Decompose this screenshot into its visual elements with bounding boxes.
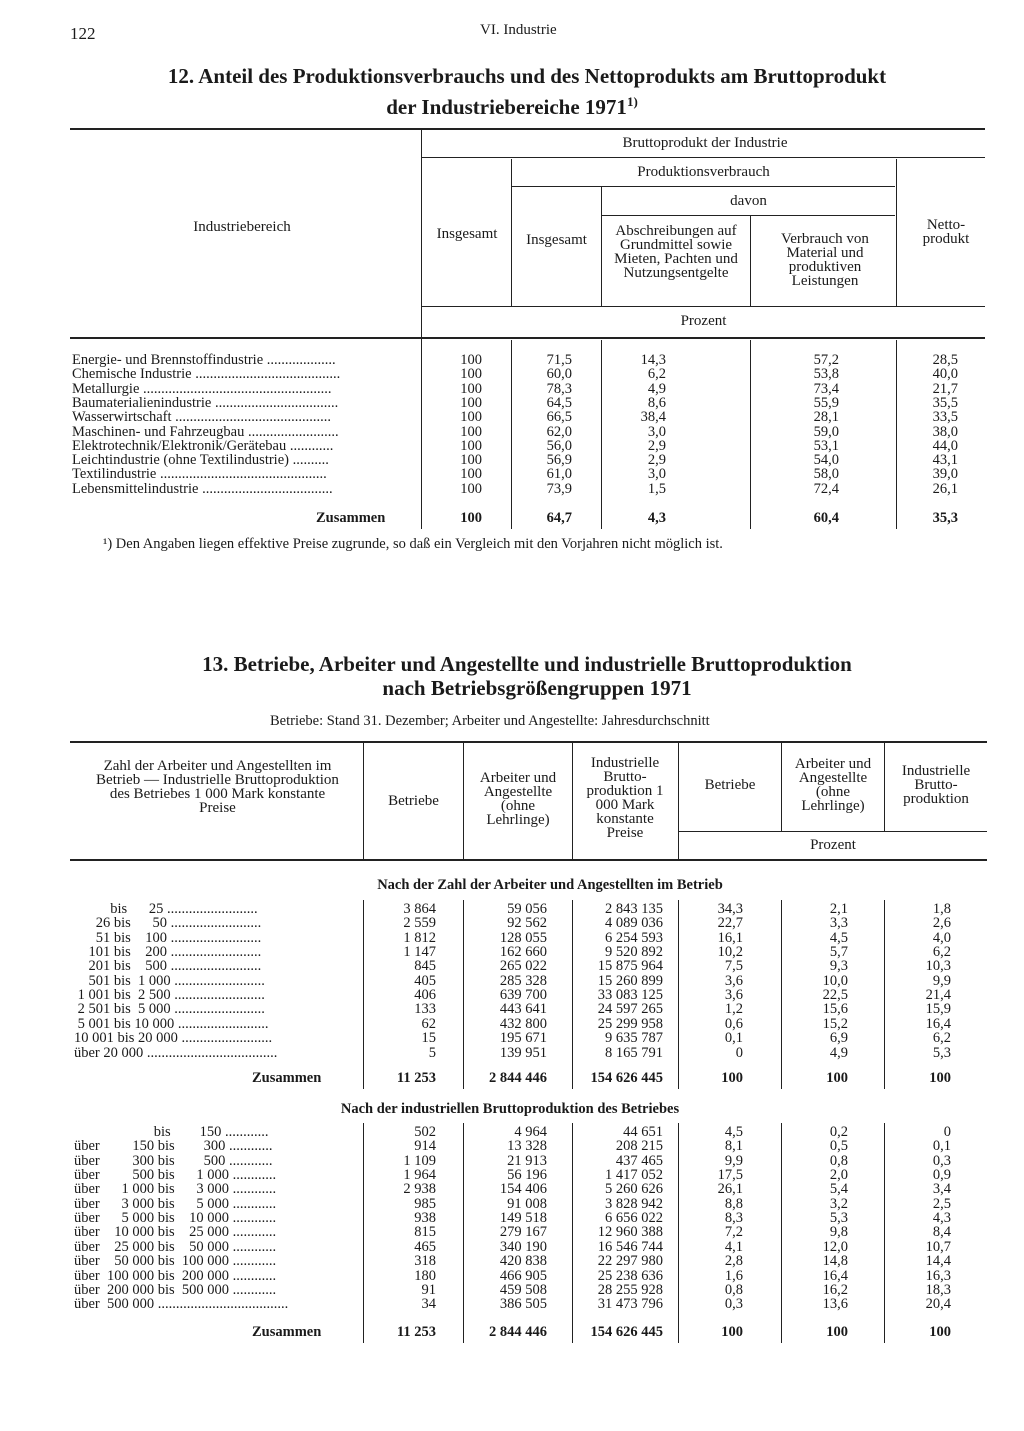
- row-label: 101 bis 200 .........................: [74, 945, 262, 960]
- cell-arbeiter-pct: 0,8: [829, 1152, 848, 1169]
- cell-insgesamt: 100: [460, 466, 482, 483]
- cell-arbeiter: 443 641: [499, 1001, 547, 1018]
- cell-arbeiter-pct: 16,2: [822, 1281, 848, 1298]
- column-rule: [678, 900, 679, 1089]
- cell-brutto-pct: 9,9: [932, 972, 951, 989]
- cell-arbeiter: 265 022: [499, 958, 547, 975]
- cell-betriebe: 318: [414, 1253, 436, 1270]
- cell-nettoprodukt: 40,0: [932, 366, 958, 383]
- cell-brutto-pct: 0,3: [932, 1152, 951, 1169]
- cell-arbeiter: 279 167: [499, 1224, 547, 1241]
- col-header-abschreibungen: Abschreibungen auf Grundmittel sowie Mieten, Pachten und Nutzungsentgelte: [614, 223, 738, 281]
- column-rule: [363, 900, 364, 1089]
- cell-betriebe: 62: [421, 1015, 436, 1032]
- cell-betriebe: 180: [414, 1267, 436, 1284]
- cell-bruttoproduktion: 24 597 265: [597, 1001, 663, 1018]
- col-header-verbrauch: Verbrauch von Material und produktiven Leistungen: [781, 231, 869, 289]
- row-label: Textilindustrie ..............................................: [72, 467, 327, 482]
- cell-bruttoproduktion: 15 875 964: [597, 958, 663, 975]
- cell-nettoprodukt: 39,0: [932, 466, 958, 483]
- cell-arbeiter: 195 671: [499, 1030, 547, 1047]
- cell-arbeiter: 149 518: [499, 1210, 547, 1227]
- cell-betriebe: 1 964: [403, 1167, 436, 1184]
- cell-betriebe: 815: [414, 1224, 436, 1241]
- total-arbeiter-pct: 100: [826, 1070, 848, 1086]
- row-label: 51 bis 100 .........................: [74, 930, 262, 945]
- cell-brutto-pct: 1,8: [932, 901, 951, 917]
- cell-arbeiter: 386 505: [499, 1296, 547, 1313]
- cell-betriebe-pct: 16,1: [717, 929, 743, 946]
- row-label: über 25 000 bis 50 000 ............: [74, 1239, 277, 1255]
- cell-arbeiter: 420 838: [499, 1253, 547, 1270]
- row-label: Metallurgie ....................................................: [72, 381, 332, 396]
- cell-verbrauch: 54,0: [813, 452, 839, 469]
- cell-brutto-pct: 2,5: [932, 1195, 951, 1212]
- cell-bruttoproduktion: 25 299 958: [597, 1015, 663, 1032]
- col-header-produktionsverbrauch: Produktionsverbrauch: [637, 164, 770, 180]
- row-label: über 3 000 bis 5 000 ............: [74, 1196, 277, 1212]
- total-arbeiter: 2 844 446: [489, 1324, 547, 1340]
- col-header-insgesamt-pv: Insgesamt: [526, 232, 587, 248]
- total-abschreibungen: 4,3: [647, 510, 666, 526]
- table12-title-line2: [300, 90, 724, 119]
- total-brutto-pct: 100: [929, 1070, 951, 1086]
- cell-betriebe: 985: [414, 1195, 436, 1212]
- cell-betriebe-pct: 0,1: [724, 1030, 743, 1047]
- cell-betriebe-pct: 10,2: [717, 944, 743, 961]
- total-betriebe: 11 253: [396, 1070, 436, 1086]
- cell-abschreibungen: 14,3: [640, 352, 666, 368]
- col-header-davon: davon: [730, 193, 767, 209]
- cell-betriebe: 465: [414, 1238, 436, 1255]
- cell-betriebe: 15: [421, 1030, 436, 1047]
- cell-brutto-pct: 18,3: [925, 1281, 951, 1298]
- table13-title-line1: 13. Betriebe, Arbeiter und Angestellte und industrielle Bruttoproduktion: [202, 652, 852, 676]
- cell-arbeiter-pct: 4,9: [829, 1044, 848, 1061]
- cell-abschreibungen: 2,9: [647, 452, 666, 469]
- total-arbeiter: 2 844 446: [489, 1070, 547, 1086]
- cell-verbrauch: 53,8: [813, 366, 839, 383]
- cell-bruttoproduktion: 44 651: [623, 1124, 663, 1140]
- cell-insgesamt: 100: [460, 423, 482, 440]
- cell-arbeiter: 92 562: [507, 915, 547, 932]
- cell-arbeiter: 639 700: [499, 987, 547, 1004]
- row-label: über 5 000 bis 10 000 ............: [74, 1211, 277, 1226]
- cell-brutto-pct: 0,1: [932, 1138, 951, 1155]
- col-header-arbeiter: Arbeiter und Angestellte (ohne Lehrlinge): [479, 770, 557, 828]
- cell-nettoprodukt: 38,0: [932, 423, 958, 440]
- cell-betriebe-pct: 4,1: [724, 1238, 743, 1255]
- total-betriebe: 11 253: [396, 1324, 436, 1340]
- cell-abschreibungen: 2,9: [647, 437, 666, 454]
- cell-pv-insgesamt: 56,9: [546, 452, 572, 469]
- cell-brutto-pct: 4,0: [932, 929, 951, 946]
- total-betriebe-pct: 100: [721, 1070, 743, 1086]
- cell-bruttoproduktion: 208 215: [615, 1138, 663, 1155]
- cell-arbeiter-pct: 3,3: [829, 915, 848, 932]
- cell-arbeiter-pct: 15,2: [822, 1015, 848, 1032]
- cell-bruttoproduktion: 33 083 125: [597, 987, 663, 1004]
- cell-arbeiter: 4 964: [514, 1124, 547, 1140]
- cell-betriebe-pct: 8,3: [724, 1210, 743, 1227]
- cell-brutto-pct: 5,3: [932, 1044, 951, 1061]
- column-rule: [463, 900, 464, 1089]
- column-rule: [781, 900, 782, 1089]
- row-label: 10 001 bis 20 000 .........................: [74, 1031, 273, 1046]
- cell-brutto-pct: 6,2: [932, 1030, 951, 1047]
- cell-betriebe-pct: 3,6: [724, 972, 743, 989]
- cell-abschreibungen: 6,2: [647, 366, 666, 383]
- cell-pv-insgesamt: 61,0: [546, 466, 572, 483]
- cell-verbrauch: 28,1: [813, 409, 839, 426]
- row-label: Chemische Industrie ........................................: [72, 367, 341, 382]
- cell-arbeiter-pct: 15,6: [822, 1001, 848, 1018]
- row-label: über 50 000 bis 100 000 ............: [74, 1254, 277, 1269]
- cell-arbeiter: 466 905: [499, 1267, 547, 1284]
- cell-arbeiter-pct: 10,0: [822, 972, 848, 989]
- cell-brutto-pct: 3,4: [932, 1181, 951, 1198]
- row-label: Maschinen- und Fahrzeugbau .........................: [72, 424, 339, 439]
- cell-brutto-pct: 0,9: [932, 1167, 951, 1184]
- row-label: Elektrotechnik/Elektronik/Gerätebau ............: [72, 438, 334, 454]
- cell-verbrauch: 59,0: [813, 423, 839, 440]
- col-header-prozent: Prozent: [680, 313, 727, 329]
- cell-bruttoproduktion: 16 546 744: [597, 1238, 663, 1255]
- cell-bruttoproduktion: 9 520 892: [605, 944, 663, 961]
- cell-abschreibungen: 8,6: [647, 394, 666, 411]
- cell-arbeiter: 340 190: [499, 1238, 547, 1255]
- cell-arbeiter: 432 800: [499, 1015, 547, 1032]
- row-label: 501 bis 1 000 .........................: [74, 973, 265, 989]
- row-label: über 500 bis 1 000 ............: [74, 1168, 277, 1183]
- cell-betriebe: 406: [414, 987, 436, 1004]
- total-bruttoproduktion: 154 626 445: [590, 1324, 663, 1340]
- cell-brutto-pct: 20,4: [925, 1296, 951, 1313]
- row-label: über 200 000 bis 500 000 ............: [74, 1282, 277, 1298]
- cell-brutto-pct: 15,9: [925, 1001, 951, 1018]
- cell-brutto-pct: 6,2: [932, 944, 951, 961]
- cell-brutto-pct: 8,4: [932, 1224, 951, 1241]
- total-label: Zusammen: [252, 1325, 322, 1340]
- cell-verbrauch: 58,0: [813, 466, 839, 483]
- cell-betriebe-pct: 34,3: [717, 901, 743, 917]
- cell-betriebe: 5: [428, 1044, 436, 1061]
- row-label: über 20 000 ....................................: [74, 1045, 278, 1060]
- col-header-prozent-13: Prozent: [810, 837, 856, 853]
- row-label: 201 bis 500 .........................: [74, 959, 262, 974]
- table13-section1-heading: Nach der Zahl der Arbeiter und Angestellten im Betrieb: [377, 877, 723, 893]
- cell-pv-insgesamt: 66,5: [546, 409, 572, 426]
- column-rule: [678, 1123, 679, 1343]
- cell-betriebe-pct: 0,3: [724, 1296, 743, 1313]
- cell-insgesamt: 100: [460, 366, 482, 383]
- cell-betriebe: 502: [414, 1124, 436, 1140]
- cell-bruttoproduktion: 6 656 022: [605, 1210, 663, 1227]
- col-header-bruttoproduktion: Industrielle Brutto-produktion 1 000 Mark konstante Preise: [586, 755, 664, 841]
- running-head: VI. Industrie: [480, 22, 557, 38]
- cell-betriebe-pct: 7,5: [724, 958, 743, 975]
- cell-nettoprodukt: 44,0: [932, 437, 958, 454]
- cell-arbeiter: 162 660: [499, 944, 547, 961]
- cell-insgesamt: 100: [460, 394, 482, 411]
- row-label: Lebensmittelindustrie ....................................: [72, 481, 333, 496]
- cell-abschreibungen: 1,5: [647, 480, 666, 497]
- cell-betriebe-pct: 3,6: [724, 987, 743, 1004]
- cell-brutto-pct: 16,3: [925, 1267, 951, 1284]
- total-pv-insgesamt: 64,7: [546, 510, 572, 526]
- col-header-arbeiter-prozent: Arbeiter und Angestellte (ohne Lehrlinge): [794, 756, 872, 814]
- cell-arbeiter-pct: 14,8: [822, 1253, 848, 1270]
- cell-arbeiter: 128 055: [499, 929, 547, 946]
- cell-brutto-pct: 14,4: [925, 1253, 951, 1270]
- cell-abschreibungen: 38,4: [640, 409, 666, 426]
- cell-betriebe-pct: 26,1: [717, 1181, 743, 1198]
- cell-betriebe: 938: [414, 1210, 436, 1227]
- cell-pv-insgesamt: 64,5: [546, 394, 572, 411]
- row-label: über 100 000 bis 200 000 ............: [74, 1268, 277, 1283]
- row-label: bis 150 ............: [74, 1125, 269, 1140]
- cell-arbeiter: 59 056: [507, 901, 547, 917]
- row-label: 2 501 bis 5 000 .........................: [74, 1002, 265, 1017]
- cell-betriebe-pct: 0,8: [724, 1281, 743, 1298]
- cell-betriebe-pct: 17,5: [717, 1167, 743, 1184]
- cell-betriebe-pct: 0: [735, 1044, 743, 1061]
- total-arbeiter-pct: 100: [826, 1324, 848, 1340]
- column-rule: [572, 1123, 573, 1343]
- cell-brutto-pct: 16,4: [925, 1015, 951, 1032]
- row-label: 26 bis 50 .........................: [74, 916, 262, 931]
- cell-betriebe-pct: 0,6: [724, 1015, 743, 1032]
- cell-abschreibungen: 3,0: [647, 466, 666, 483]
- column-rule: [781, 1123, 782, 1343]
- total-nettoprodukt: 35,3: [932, 510, 958, 526]
- cell-betriebe: 1 147: [403, 944, 436, 961]
- row-label: über 500 000 ....................................: [74, 1297, 289, 1312]
- column-rule: [572, 900, 573, 1089]
- cell-betriebe-pct: 2,8: [724, 1253, 743, 1270]
- cell-arbeiter-pct: 0,5: [829, 1138, 848, 1155]
- cell-brutto-pct: 10,7: [925, 1238, 951, 1255]
- total-betriebe-pct: 100: [721, 1324, 743, 1340]
- cell-verbrauch: 72,4: [813, 480, 839, 497]
- cell-insgesamt: 100: [460, 352, 482, 368]
- cell-arbeiter-pct: 13,6: [822, 1296, 848, 1313]
- col-header-nettoprodukt: Netto-produkt: [922, 217, 970, 247]
- cell-betriebe: 91: [421, 1281, 436, 1298]
- cell-arbeiter: 91 008: [507, 1195, 547, 1212]
- cell-arbeiter-pct: 2,1: [829, 901, 848, 917]
- row-label: über 150 bis 300 ............: [74, 1139, 273, 1154]
- table12-footnote: ¹) Den Angaben liegen effektive Preise zugrunde, so daß ein Vergleich mit den Vorjahren nicht möglich ist.: [103, 536, 723, 552]
- row-label: Baumaterialienindustrie ..................................: [72, 395, 339, 411]
- cell-bruttoproduktion: 5 260 626: [605, 1181, 663, 1198]
- cell-betriebe: 2 938: [403, 1181, 436, 1198]
- column-rule: [884, 1123, 885, 1343]
- cell-brutto-pct: 0: [943, 1124, 951, 1140]
- cell-brutto-pct: 2,6: [932, 915, 951, 932]
- cell-arbeiter-pct: 3,2: [829, 1195, 848, 1212]
- cell-bruttoproduktion: 4 089 036: [605, 915, 663, 932]
- cell-abschreibungen: 3,0: [647, 423, 666, 440]
- cell-nettoprodukt: 26,1: [932, 480, 958, 497]
- cell-betriebe: 133: [414, 1001, 436, 1018]
- cell-bruttoproduktion: 8 165 791: [605, 1044, 663, 1061]
- cell-pv-insgesamt: 71,5: [546, 352, 572, 368]
- total-label: Zusammen: [316, 511, 386, 526]
- col-header-stub: Zahl der Arbeiter und Angestellten im Betrieb — Industrielle Bruttoproduktion des Betriebes 1 000 Mark konstante Preise: [96, 758, 339, 816]
- total-brutto-pct: 100: [929, 1324, 951, 1340]
- cell-betriebe-pct: 7,2: [724, 1224, 743, 1241]
- cell-betriebe-pct: 4,5: [724, 1124, 743, 1140]
- row-label: über 1 000 bis 3 000 ............: [74, 1182, 277, 1197]
- cell-brutto-pct: 4,3: [932, 1210, 951, 1227]
- cell-pv-insgesamt: 60,0: [546, 366, 572, 383]
- cell-verbrauch: 57,2: [813, 352, 839, 368]
- cell-bruttoproduktion: 25 238 636: [597, 1267, 663, 1284]
- cell-bruttoproduktion: 15 260 899: [597, 972, 663, 989]
- cell-verbrauch: 53,1: [813, 437, 839, 454]
- cell-arbeiter: 56 196: [507, 1167, 547, 1184]
- cell-arbeiter-pct: 9,8: [829, 1224, 848, 1241]
- cell-betriebe-pct: 9,9: [724, 1152, 743, 1169]
- column-rule: [884, 900, 885, 1089]
- cell-bruttoproduktion: 6 254 593: [605, 929, 663, 946]
- table13-subtitle: Betriebe: Stand 31. Dezember; Arbeiter und Angestellte: Jahresdurchschnitt: [270, 713, 710, 729]
- cell-arbeiter-pct: 9,3: [829, 958, 848, 975]
- table12-title-footnote-mark: 1): [626, 94, 638, 109]
- cell-arbeiter: 285 328: [499, 972, 547, 989]
- cell-verbrauch: 73,4: [813, 380, 839, 397]
- row-label: Wasserwirtschaft ...........................................: [72, 410, 331, 425]
- cell-nettoprodukt: 43,1: [932, 452, 958, 469]
- cell-nettoprodukt: 28,5: [932, 352, 958, 368]
- cell-pv-insgesamt: 62,0: [546, 423, 572, 440]
- table12-title-line1: 12. Anteil des Produktionsverbrauchs und des Nettoprodukts am Bruttoprodukt: [167, 64, 887, 88]
- total-label: Zusammen: [252, 1071, 322, 1086]
- row-label: Energie- und Brennstoffindustrie ...................: [72, 353, 336, 368]
- table12-title-text: der Industriebereiche 1971: [386, 95, 627, 119]
- total-bruttoproduktion: 154 626 445: [590, 1070, 663, 1086]
- cell-bruttoproduktion: 437 465: [615, 1152, 663, 1169]
- cell-nettoprodukt: 21,7: [932, 380, 958, 397]
- cell-betriebe-pct: 1,6: [724, 1267, 743, 1284]
- row-label: bis 25 .........................: [74, 902, 258, 917]
- cell-arbeiter-pct: 12,0: [822, 1238, 848, 1255]
- row-label: 1 001 bis 2 500 .........................: [74, 988, 265, 1003]
- col-header-brutto-prozent: Industrielle Brutto-produktion: [901, 763, 971, 807]
- page-number: 122: [70, 24, 96, 43]
- cell-betriebe: 845: [414, 958, 436, 975]
- cell-betriebe: 1 109: [403, 1152, 436, 1169]
- col-header-bruttoprodukt: Bruttoprodukt der Industrie: [622, 135, 788, 151]
- cell-arbeiter: 459 508: [499, 1281, 547, 1298]
- cell-arbeiter-pct: 4,5: [829, 929, 848, 946]
- cell-arbeiter-pct: 22,5: [822, 987, 848, 1004]
- row-label: über 300 bis 500 ............: [74, 1153, 273, 1168]
- cell-betriebe-pct: 8,8: [724, 1195, 743, 1212]
- cell-arbeiter-pct: 5,7: [829, 944, 848, 961]
- col-header-insgesamt-brutto: Insgesamt: [436, 226, 498, 242]
- cell-betriebe-pct: 22,7: [717, 915, 743, 932]
- cell-arbeiter-pct: 5,4: [829, 1181, 848, 1198]
- cell-betriebe-pct: 1,2: [724, 1001, 743, 1018]
- row-label: 5 001 bis 10 000 .........................: [74, 1016, 269, 1032]
- cell-pv-insgesamt: 56,0: [546, 437, 572, 454]
- cell-bruttoproduktion: 1 417 052: [605, 1167, 663, 1184]
- cell-arbeiter: 21 913: [507, 1152, 547, 1169]
- cell-arbeiter: 154 406: [499, 1181, 547, 1198]
- col-header-betriebe: Betriebe: [388, 793, 439, 809]
- cell-insgesamt: 100: [460, 380, 482, 397]
- cell-arbeiter: 139 951: [499, 1044, 547, 1061]
- cell-bruttoproduktion: 12 960 388: [597, 1224, 663, 1241]
- column-rule: [363, 1123, 364, 1343]
- cell-betriebe: 914: [414, 1138, 436, 1155]
- cell-abschreibungen: 4,9: [647, 380, 666, 397]
- cell-insgesamt: 100: [460, 409, 482, 426]
- cell-betriebe: 405: [414, 972, 436, 989]
- cell-betriebe: 2 559: [403, 915, 436, 932]
- cell-insgesamt: 100: [460, 437, 482, 454]
- cell-betriebe: 34: [421, 1296, 436, 1313]
- cell-arbeiter-pct: 16,4: [822, 1267, 848, 1284]
- cell-insgesamt: 100: [460, 480, 482, 497]
- cell-brutto-pct: 21,4: [925, 987, 951, 1004]
- col-header-betriebe-prozent: Betriebe: [704, 777, 756, 793]
- col-header-industriebereich: Industriebereich: [193, 219, 291, 235]
- cell-arbeiter-pct: 2,0: [829, 1167, 848, 1184]
- cell-pv-insgesamt: 78,3: [546, 380, 572, 397]
- cell-arbeiter: 13 328: [507, 1138, 547, 1155]
- cell-bruttoproduktion: 2 843 135: [605, 901, 663, 917]
- cell-arbeiter-pct: 6,9: [829, 1030, 848, 1047]
- cell-bruttoproduktion: 3 828 942: [605, 1195, 663, 1212]
- total-insgesamt: 100: [460, 510, 482, 526]
- cell-nettoprodukt: 35,5: [932, 394, 958, 411]
- cell-betriebe: 3 864: [403, 901, 436, 917]
- cell-arbeiter-pct: 0,2: [829, 1124, 848, 1140]
- cell-insgesamt: 100: [460, 452, 482, 469]
- row-label: über 10 000 bis 25 000 ............: [74, 1225, 277, 1240]
- cell-betriebe-pct: 8,1: [724, 1138, 743, 1155]
- cell-brutto-pct: 10,3: [925, 958, 951, 975]
- cell-nettoprodukt: 33,5: [932, 409, 958, 426]
- cell-bruttoproduktion: 9 635 787: [605, 1030, 663, 1047]
- cell-pv-insgesamt: 73,9: [546, 480, 572, 497]
- total-verbrauch: 60,4: [813, 510, 839, 526]
- cell-bruttoproduktion: 28 255 928: [597, 1281, 663, 1298]
- row-label: Leichtindustrie (ohne Textilindustrie) ..........: [72, 453, 329, 468]
- cell-bruttoproduktion: 22 297 980: [597, 1253, 663, 1270]
- cell-arbeiter-pct: 5,3: [829, 1210, 848, 1227]
- cell-betriebe: 1 812: [403, 929, 436, 946]
- cell-verbrauch: 55,9: [813, 394, 839, 411]
- column-rule: [463, 1123, 464, 1343]
- table13-section2-heading: Nach der industriellen Bruttoproduktion des Betriebes: [340, 1101, 680, 1117]
- cell-bruttoproduktion: 31 473 796: [597, 1296, 663, 1313]
- table13-title-line2: nach Betriebsgrößengruppen 1971: [382, 676, 692, 700]
